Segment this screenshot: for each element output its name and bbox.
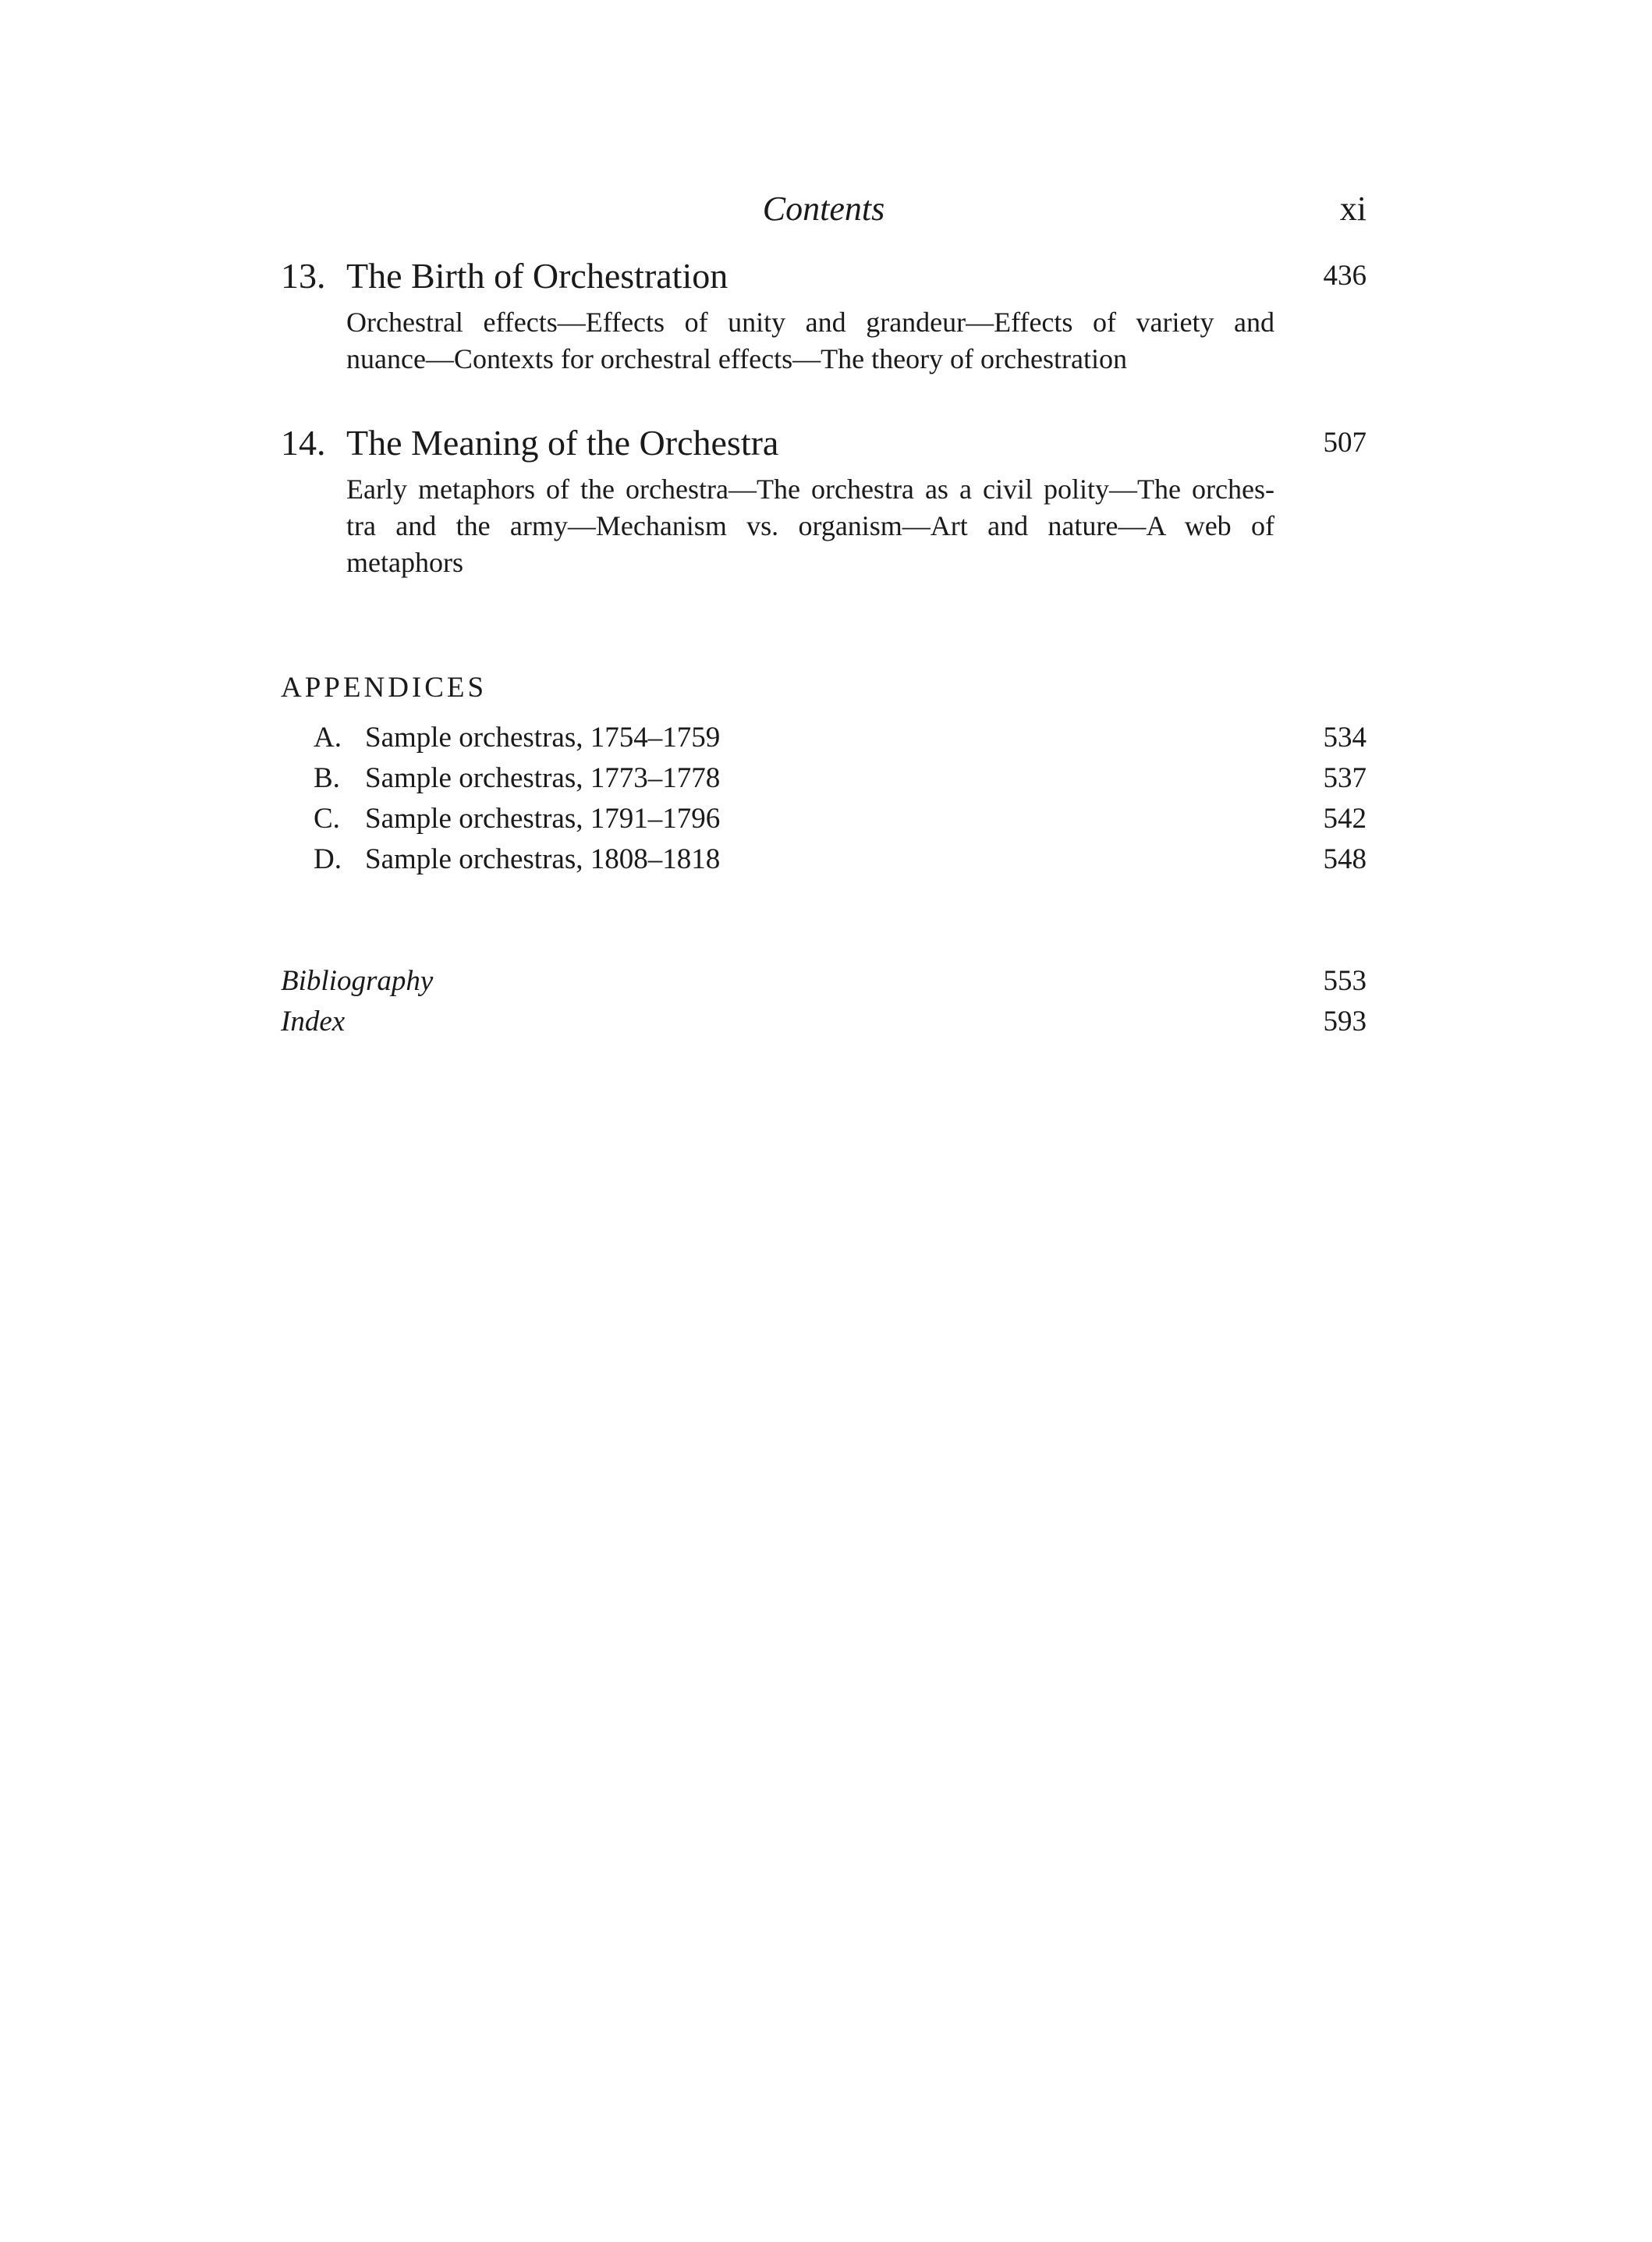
appendix-entry [281, 839, 1367, 880]
backmatter-title: Bibliography [281, 965, 434, 997]
appendix-entry [281, 799, 1367, 839]
appendix-entry [281, 718, 1367, 758]
backmatter-entry-index [281, 1002, 1367, 1042]
summary-line: tra and the army—Mechanism vs. organism—Art and nature—A web of [346, 510, 1274, 541]
appendix-title: Sample orchestras, 1754–1759 [365, 722, 721, 754]
running-head [281, 186, 1367, 232]
appendix-title: Sample orchestras, 1773–1778 [365, 762, 721, 794]
appendix-entry [281, 758, 1367, 799]
summary-line: nuance—Contexts for orchestral effects—The theory of orchestration [346, 343, 1127, 374]
summary-line: Early metaphors of the orchestra—The orchestra as a civil polity—The orches- [346, 474, 1274, 505]
backmatter-page-number: 593 [1323, 1006, 1367, 1038]
chapter-summary [346, 471, 1274, 581]
backmatter-title: Index [281, 1006, 346, 1038]
chapter-number: 14. [281, 423, 326, 463]
summary-line: metaphors [346, 547, 463, 578]
chapter-number: 13. [281, 256, 326, 296]
chapter-summary [346, 304, 1274, 378]
backmatter-entry-bibliography [281, 961, 1367, 1002]
chapter-title: The Meaning of the Orchestra [346, 423, 779, 463]
appendix-letter: D. [314, 843, 342, 875]
appendix-letter: A. [314, 722, 342, 754]
appendix-letter: B. [314, 762, 340, 794]
appendix-page-number: 548 [1323, 843, 1367, 875]
toc-chapter-13 [281, 251, 1367, 378]
backmatter-page-number: 553 [1323, 965, 1367, 997]
appendix-page-number: 537 [1323, 762, 1367, 794]
chapter-page-number: 436 [1323, 260, 1367, 292]
chapter-heading [281, 418, 1367, 468]
appendix-page-number: 542 [1323, 803, 1367, 835]
appendix-title: Sample orchestras, 1808–1818 [365, 843, 721, 875]
toc-chapter-14 [281, 418, 1367, 581]
appendix-letter: C. [314, 803, 340, 835]
appendices-heading: APPENDICES [281, 672, 487, 704]
appendix-title: Sample orchestras, 1791–1796 [365, 803, 721, 835]
page-folio: xi [1339, 190, 1367, 228]
chapter-title: The Birth of Orchestration [346, 256, 729, 296]
chapter-page-number: 507 [1323, 427, 1367, 459]
chapter-heading [281, 251, 1367, 301]
appendix-list [281, 718, 1367, 880]
running-title: Contents [762, 190, 885, 228]
backmatter-list [281, 961, 1367, 1042]
appendix-page-number: 534 [1323, 722, 1367, 754]
summary-line: Orchestral effects—Effects of unity and grandeur—Effects of variety and [346, 307, 1274, 338]
